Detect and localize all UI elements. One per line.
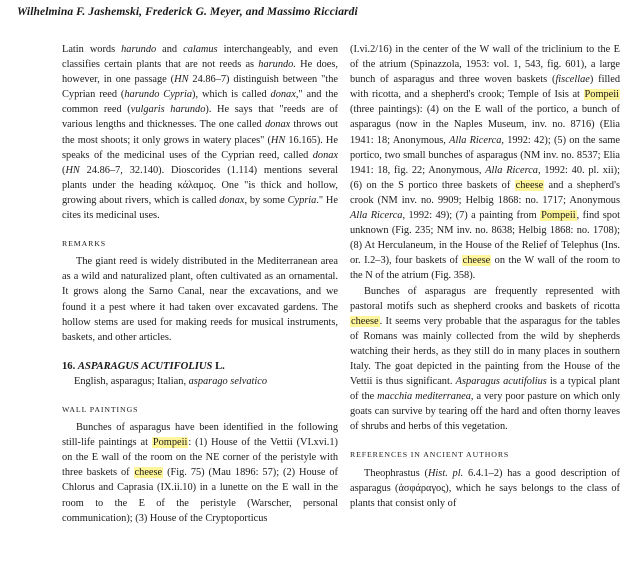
text-run: , a very poor pasture on which only goats can survive by tearing off the hard and often thorny leaves of shrubs and herbs of this vegetation. [350,391,620,433]
search-highlight: Pompeii [152,437,188,449]
text-run: ) filled with ricotta, and a shepherd's crook; Temple of Isis at [350,74,620,101]
text-run: The giant reed is widely distributed in the Mediterranean area as a wild and naturalized plant, often cultivated as an ornamental. It grows along the Sarno Canal, near the excavations, and we found it a pest where it had taken over excavated gardens. The hollow stems are used for making reeds for musical instruments, baskets, and other articles. [62,256,338,343]
wall-paintings-heading: WALL PAINTINGS [62,404,139,414]
references-heading: REFERENCES IN ANCIENT AUTHORS [350,450,510,460]
search-highlight: cheese [515,179,544,191]
italic-run: calamus [183,44,218,55]
text-run: , 1992: 42); (5) on the same portico, two small bunches of asparagus (NM inv. no. 8537; Elia 1941: 18, fig. 22; Anonymous, [350,134,621,176]
italic-run: donax [219,194,245,206]
running-head: Wilhelmina F. Jashemski, Frederick G. Meyer, and Massimo Ricciardi [17,6,358,18]
left-column [62,42,338,526]
pastoral-paragraph [350,284,620,435]
text-run: , 1992: 49); (7) a painting from [402,210,541,222]
text-run: interchangeably, and even classifies certain plants that are not reeds as [62,44,339,71]
italic-run: donax [312,149,338,161]
intro-paragraph [62,42,338,223]
references-paragraph [350,466,620,511]
common-names [74,374,338,389]
text-run: ," and the common reed ( [62,89,338,116]
search-highlight: cheese [134,467,163,479]
text-run: , find spot unknown (Fig. 235; NM inv. no. 8638; Helbig 1868: no. 1708); (8) At Herculaneum, in the House of the Relief of Telephus (Ins. or. I.2–3), four baskets of [350,210,620,267]
italic-run: Alla Ricerca [350,210,403,222]
text-run: Theophrastus ( [364,467,428,479]
text-run: : (1) House of the Vettii (VI.xvi.1) on the E wall of the room on the NE corner of the peristyle with three baskets of [62,437,338,479]
search-highlight: Pompeii [584,89,619,101]
italic-run: HN [65,164,80,176]
text-run: ), which is called [192,89,271,101]
text-run: and a shepherd's crook (NM inv. no. 9909; Helbig 1868: no. 1717; Anonymous [350,179,620,206]
text-run: ." He cites its medicinal uses. [62,194,338,222]
text-run: 24.86–7, 32.140). Dioscorides (1.114) mentions several plants under the heading κάλαμος. One "is thick and hollow, growing about rivers, which is called [62,164,338,206]
remarks-paragraph [62,254,338,345]
italic-run: HN [270,134,286,146]
italic-run: donax [264,119,291,131]
italic-run: harundo [121,44,157,55]
text-run: English, asparagus; Italian, [74,375,189,387]
text-run: , by some [244,194,288,206]
italic-run: vulgaris harundo [130,104,206,116]
italic-run: harundo. [258,59,296,71]
italic-run: Alla Ricerca [449,134,502,146]
species-author: L. [215,360,225,372]
right-column [350,42,620,511]
species-name: ASPARAGUS ACUTIFOLIUS [77,360,213,372]
search-highlight: cheese [351,315,379,327]
italic-run: Cypria [287,194,317,206]
italic-run: macchia mediterranea [377,391,471,403]
text-run: and [156,44,184,55]
remarks-heading: REMARKS [62,239,106,249]
text-run: throws out the most shoots; it only grows in watery places" ( [62,119,339,146]
text-run: , 1992: 40. pl. xii); (6) on the S portico three baskets of [350,164,620,191]
italic-run: Alla Ricerca [485,164,538,176]
species-number: 16. [62,360,76,372]
search-highlight: Pompeii [541,210,576,222]
wall-paintings-paragraph [62,420,338,526]
text-run: 24.86–7) distinguish between "the Cyprian reed ( [62,74,338,101]
italic-run: asparago selvatico [188,375,268,387]
text-run: ( [62,164,66,176]
text-run: 6.4.1–2) has a good description of asparagus (ἀσφάραγος), which he says belongs to the class of plants that consist only of [350,467,620,509]
text-run: Bunches of asparagus are frequently represented with pastoral motifs such as shepherd crooks and baskets of ricotta [350,285,620,312]
italic-run: Asparagus acutifolius [455,376,547,388]
continued-paragraph [350,42,620,284]
species-heading [62,359,338,374]
text-run: on the W wall of the room to the N of the atrium (Fig. 358). [350,255,621,282]
italic-run: donax [270,89,296,101]
italic-run: HN [174,74,189,86]
text-run: 16.165). He speaks of the medicinal uses of the Cyprian reed, called [62,134,338,161]
search-highlight: cheese [462,255,491,267]
italic-run: Hist. pl. [427,467,464,479]
text-run: (Fig. 75) (Mau 1896: 57); (2) House of Chlorus and Caprasia (IX.ii.10) in a lunette on the E wall in the room to the E of the peristyle (Warscher, personal communication); (3) House of the Cryptoporticus [62,467,338,524]
text-run: Latin words [62,44,122,55]
text-run: Bunches of asparagus have been identified in the following still-life paintings at [62,422,338,449]
text-run: (three paintings): (4) on the E wall of the portico, a bunch of asparagus (now in the Naples Museum, inv. no. 8716) (Elia 1941: 18; Anonymous, [350,104,620,146]
text-run: is a typical plant of the [350,376,621,403]
text-run: (I.vi.2/16) in the center of the W wall of the triclinium to the E of the atrium (Spinazzola, 1953: vol. 1, 543, fig. 601), a large bunch of asparagus and three woven baskets ( [350,44,620,86]
text-run: . It seems very probable that the asparagus for the tables of Romans was mainly collected from the wild by shepherds watching their herds, as they still do in many places in southern Italy. The goat depicted in the painting from the House of the Vettii is thus significant. [350,315,620,388]
italic-run: fiscellae [555,74,590,86]
text-run: ). He says that "reeds are of various lengths and thicknesses. The one called [62,104,338,131]
text-run: He does, however, in one passage ( [62,59,338,86]
italic-run: harundo Cypria [124,89,193,101]
